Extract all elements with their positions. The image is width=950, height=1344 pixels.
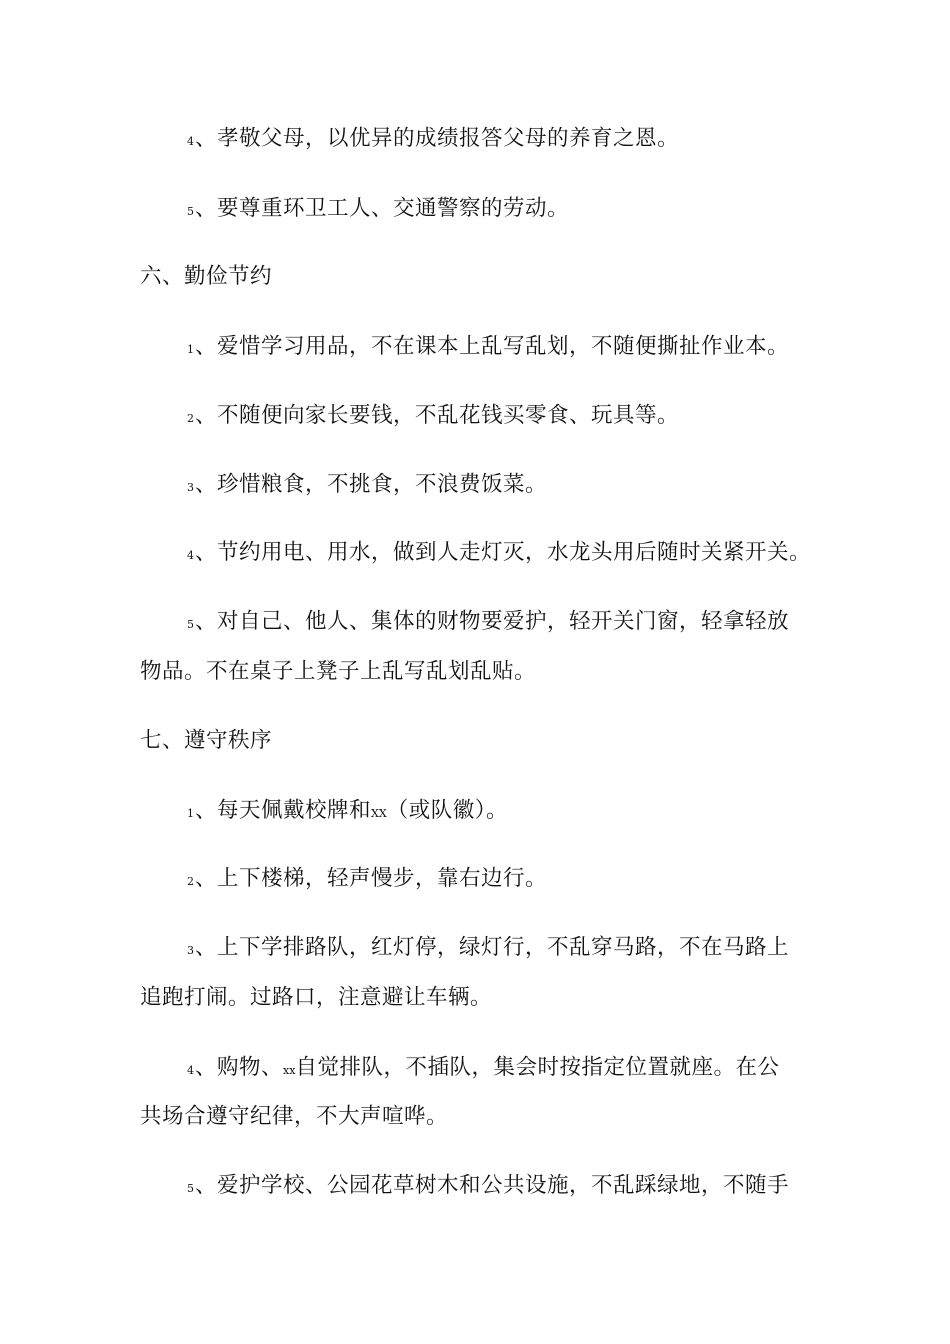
item-text: 、上下楼梯，轻声慢步，靠右边行。 [195,866,548,891]
list-item [187,796,508,829]
item-text: （或队徽）。 [386,798,508,823]
item-text: 、购物、 [195,1055,284,1080]
item-number: 1 [187,807,194,820]
item-number: 5 [187,618,194,631]
section-heading: 六、勤俭节约 [140,264,273,289]
item-text: 、对自己、他人、集体的财物要爱护，轻开关门窗，轻拿轻放 [195,609,790,634]
item-text: 、不随便向家长要钱，不乱花钱买零食、玩具等。 [195,403,680,428]
list-item [187,401,679,434]
item-number: 2 [187,412,194,425]
item-text: 、珍惜粮食，不挑食，不浪费饭菜。 [195,472,548,497]
item-number: 1 [187,343,194,356]
list-item [187,864,547,897]
item-text: 、孝敬父母，以优异的成绩报答父母的养育之恩。 [195,126,680,151]
item-text: 自觉排队，不插队，集会时按指定位置就座。在公 [295,1055,780,1080]
item-text: 、每天佩戴校牌和 [195,798,372,823]
list-item [187,332,789,365]
list-item [187,538,811,571]
item-number: 3 [187,944,194,957]
list-item [187,194,569,227]
item-number: 5 [187,205,194,218]
list-item-continuation: 追跑打闹。过路口，注意避让车辆。 [140,985,493,1010]
item-number: 4 [187,1064,194,1077]
list-item [187,607,789,640]
item-text: 、爱护学校、公园花草树木和公共设施，不乱踩绿地，不随手 [195,1173,790,1198]
placeholder-text: XX [371,807,387,820]
item-number: 2 [187,875,194,888]
list-item [187,933,789,966]
item-text: 、爱惜学习用品，不在课本上乱写乱划，不随便撕扯作业本。 [195,334,790,359]
item-text: 、节约用电、用水，做到人走灯灭，水龙头用后随时关紧开关。 [195,540,812,565]
item-number: 4 [187,549,194,562]
list-item [187,1171,789,1204]
item-number: 4 [187,135,194,148]
item-text: 、上下学排路队，红灯停，绿灯行，不乱穿马路，不在马路上 [195,935,790,960]
list-item-continuation: 共场合遵守纪律，不大声喧哗。 [140,1104,449,1129]
placeholder-text: xx [283,1064,296,1077]
list-item [187,1053,779,1086]
item-text: 、要尊重环卫工人、交通警察的劳动。 [195,196,570,221]
list-item-continuation: 物品。不在桌子上凳子上乱写乱划乱贴。 [140,659,537,684]
list-item [187,470,547,503]
section-heading: 七、遵守秩序 [140,728,273,753]
list-item [187,124,679,157]
item-number: 5 [187,1182,194,1195]
item-number: 3 [187,481,194,494]
